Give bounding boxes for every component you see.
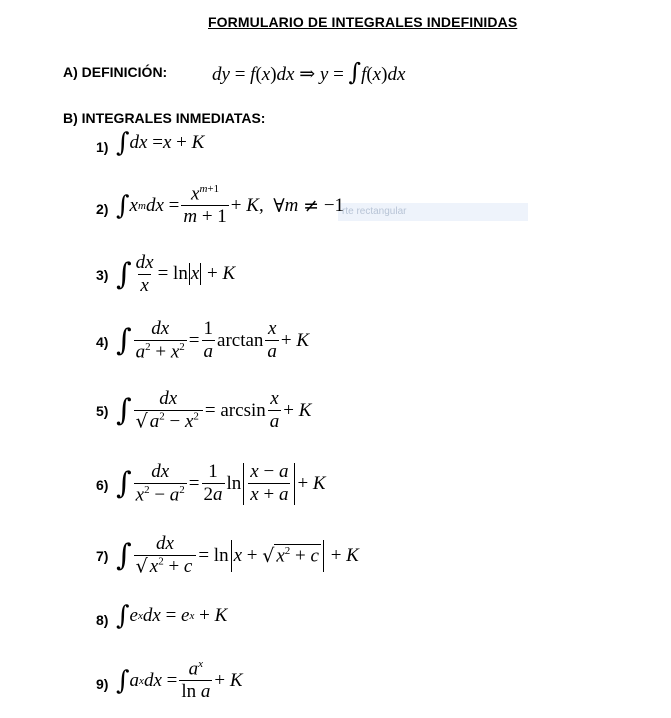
- item-1-number: 1): [96, 139, 109, 155]
- definition-formula: dy = f(x)dx ⇒ y = ∫f(x)dx: [212, 58, 406, 86]
- item-5-number: 5): [96, 403, 109, 419]
- formula-7: ∫ $\frac{dx}{√ x^2 + c}$ = ln x + √ $x^2 + c$ + K: [116, 533, 359, 578]
- formula-3: ∫ $\frac{dx}{x}$ = ln x + K: [116, 252, 236, 296]
- item-8-number: 8): [96, 612, 109, 628]
- section-b-label: B) INTEGRALES INMEDIATAS:: [63, 110, 266, 126]
- page-title: FORMULARIO DE INTEGRALES INDEFINIDAS: [208, 14, 518, 30]
- formula-2: ∫ x m dx = $\frac{x^{m+1}}{m + 1}$ + K , ∀ m ≠ −1: [116, 183, 345, 228]
- item-9-number: 9): [96, 676, 109, 692]
- item-6-number: 6): [96, 477, 109, 493]
- formula-9: ∫ a x dx = $\frac{a^x}{\text{ln a}}$ + K: [116, 658, 243, 703]
- formula-5: ∫ $\frac{dx}{√ a^2 - x^2}$ = arcsin $\frac{x}{a}$ + K: [116, 388, 312, 433]
- item-4-number: 4): [96, 334, 109, 350]
- formula-1: ∫ dx = x + K: [116, 128, 205, 158]
- item-3-number: 3): [96, 267, 109, 283]
- item-7-number: 7): [96, 548, 109, 564]
- ghost-tooltip-label: rte rectangular: [338, 203, 528, 221]
- item-2-number: 2): [96, 201, 109, 217]
- formula-8: ∫ e x dx = e x + K: [116, 601, 228, 631]
- section-a-label: A) DEFINICIÓN:: [63, 64, 168, 80]
- formula-4: ∫ $\frac{dx}{a^2 + x^2}$ = $\frac{1}{a}$ arctan $\frac{x}{a}$ + K: [116, 318, 310, 363]
- formula-6: ∫ $\frac{dx}{x^2 - a^2}$ = $\frac{1}{2a}$ ln $\frac{x - a}{x + a}$ + K: [116, 461, 326, 506]
